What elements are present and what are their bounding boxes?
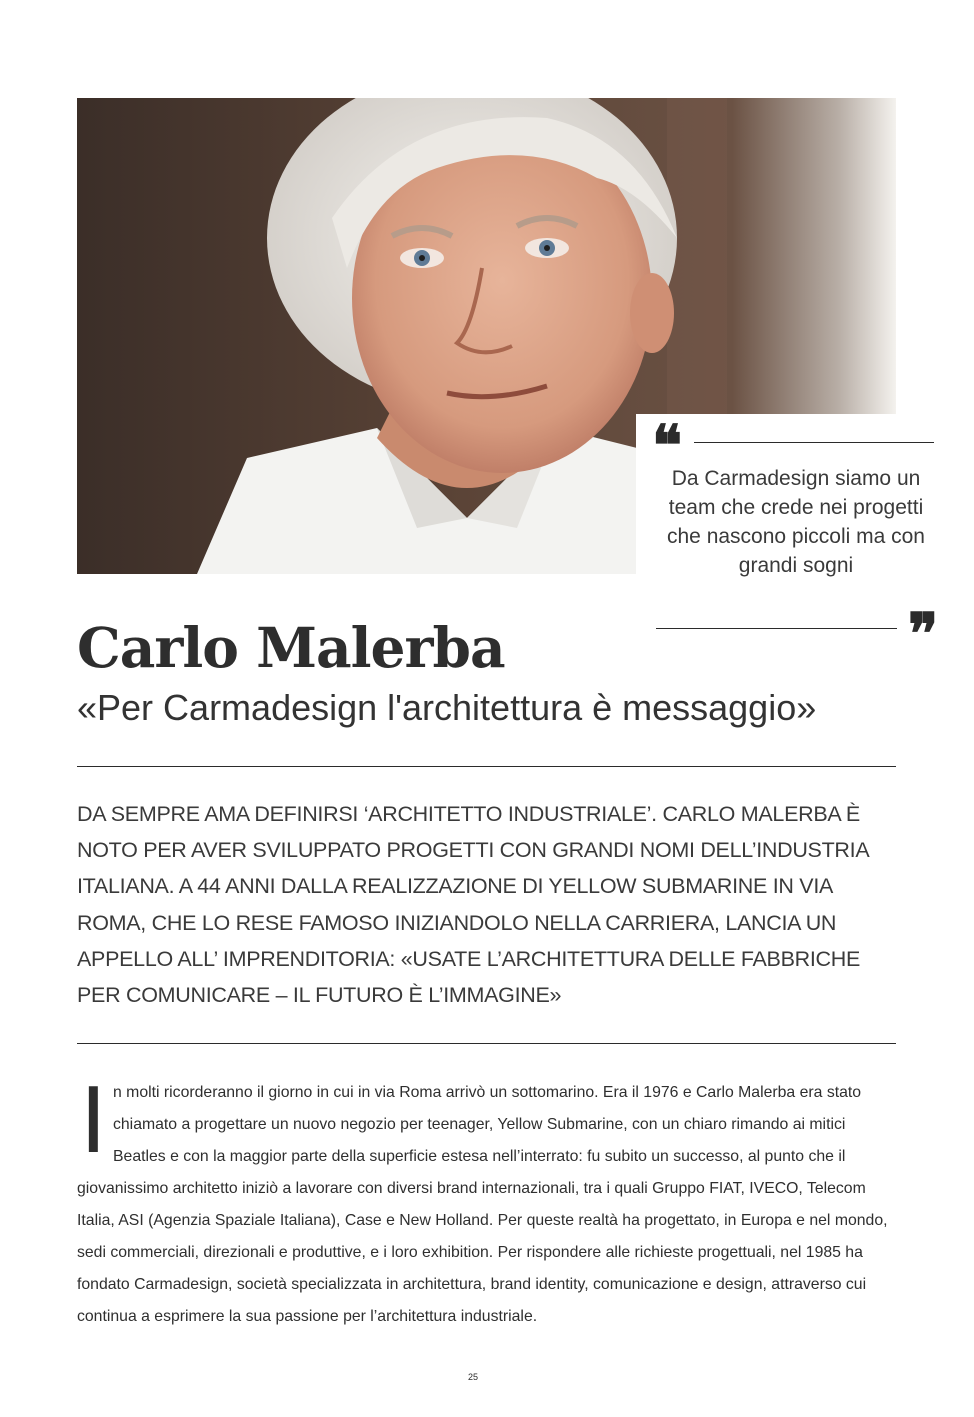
article-body-text: n molti ricorderanno il giorno in cui in via Roma arrivò un sottomarino. Era il 1976 e Carlo Malerba era stato chiamato a progettare un nuovo negozio per teenager, Yellow Submarine, con un chiaro rimando ai mitici Beatles e con la maggior parte della superficie estesa nell’interrato: fu subito un successo, al punto che il giovanissimo architetto iniziò a lavorare con diversi brand internazionali, tra i quali Gruppo FIAT, IVECO, Telecom Italia, ASI (Agenzia Spaziale Italiana), Case e New Holland. Per queste realtà ha progettato, in Europa e nel mondo, sedi commerciali, direzionali e produttive, e i loro exhibition. Per rispondere alle richieste progettuali, nel 1985 ha fondato Carmadesign, società specializzata in architettura, brand identity, comunicazione e design, attraverso cui continua a esprimere la sua passione per l’architettura industriale.: [77, 1084, 888, 1325]
close-quote-icon: ❞: [908, 601, 933, 667]
open-quote-icon: ❝: [652, 413, 677, 479]
article-lead: DA SEMPRE AMA DEFINIRSI ‘ARCHITETTO INDUSTRIALE’. CARLO MALERBA È NOTO PER AVER SVILUPPATO PROGETTI CON GRANDI NOMI DELL’INDUSTRIA ITALIANA. A 44 ANNI DALLA REALIZZAZIONE DI YELLOW SUBMARINE IN VIA ROMA, CHE LO RESE FAMOSO INIZIANDOLO NELLA CARRIERA, LANCIA UN APPELLO ALL’ IMPRENDITORIA: «USATE L’ARCHITETTURA DELLE FABBRICHE PER COMUNICARE – IL FUTURO È L’IMMAGINE»: [77, 802, 869, 1008]
article-subtitle: «Per Carmadesign l'architettura è messaggio»: [77, 687, 817, 728]
article-title: Carlo Malerba: [77, 615, 505, 680]
divider-bottom: [77, 1043, 896, 1044]
drop-cap: I: [80, 1066, 107, 1173]
divider-top: [77, 766, 896, 767]
page-number: 25: [467, 1372, 478, 1382]
pull-quote-text: Da Carmadesign siamo un team che crede nei progetti che nascono piccoli ma con grandi sogni: [667, 467, 925, 577]
quote-divider-top: [694, 442, 934, 443]
article-body: [77, 1066, 896, 1333]
quote-divider-bottom: [656, 628, 897, 629]
